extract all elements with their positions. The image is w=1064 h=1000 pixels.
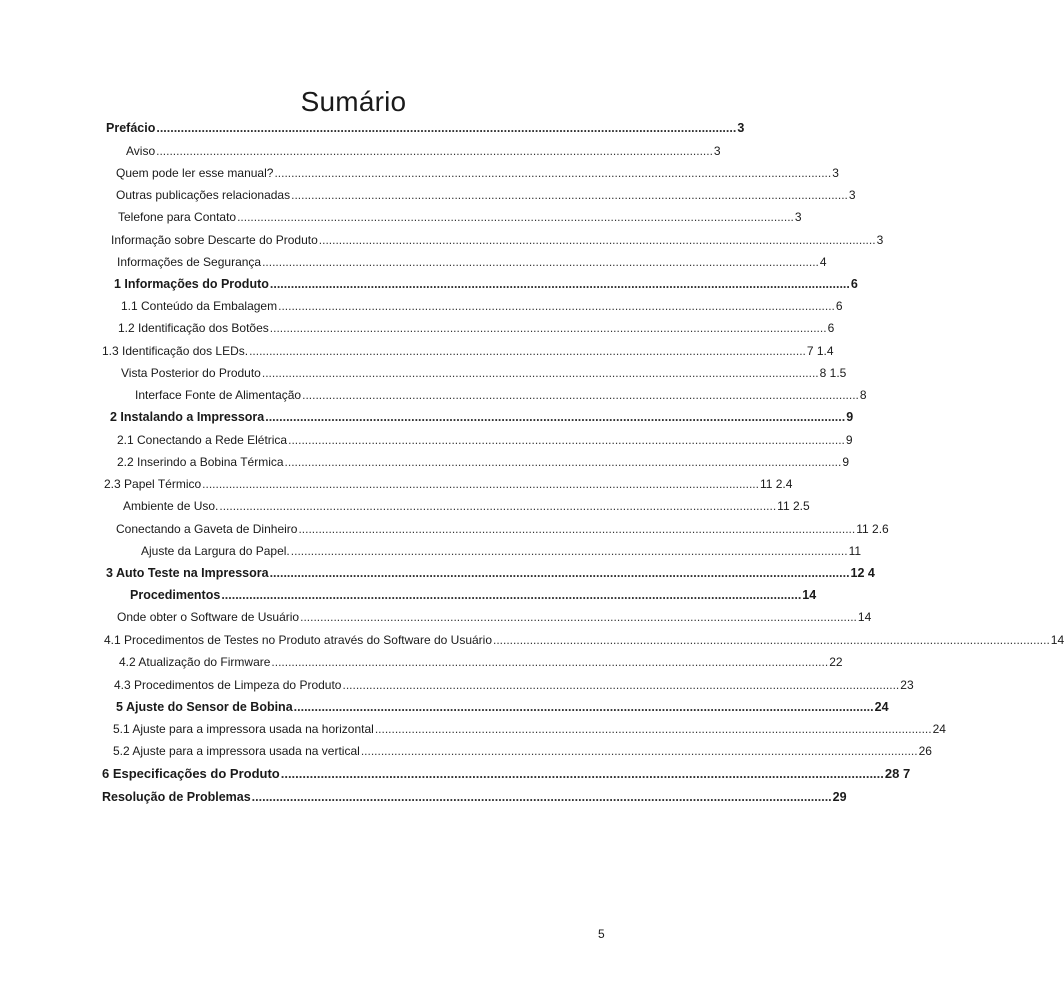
toc-entry[interactable] bbox=[116, 186, 856, 204]
toc-leader: ....................................................................................................................................................................... bbox=[265, 410, 846, 424]
toc-entry-page: 8 bbox=[859, 388, 867, 402]
toc-leader: ....................................................................................................................................................................... bbox=[269, 277, 850, 291]
toc-entry-page: 4 bbox=[819, 255, 827, 269]
toc-leader: ....................................................................................................................................................................... bbox=[249, 344, 806, 358]
toc-entry-page: 3 bbox=[737, 121, 745, 135]
toc-entry[interactable] bbox=[102, 765, 911, 783]
toc-entry-label: 1.3 Identificação dos LEDs. bbox=[102, 344, 249, 358]
toc-leader: ....................................................................................................................................................................... bbox=[269, 566, 850, 580]
toc-entry-page: 7 1.4 bbox=[806, 344, 834, 358]
toc-entry-page: 22 bbox=[829, 655, 843, 669]
toc-leader: ....................................................................................................................................................................... bbox=[251, 790, 832, 804]
toc-entry-label: Conectando a Gaveta de Dinheiro bbox=[116, 522, 298, 536]
toc-entry-label: 1.2 Identificação dos Botões bbox=[118, 321, 269, 335]
toc-leader: ....................................................................................................................................................................... bbox=[291, 188, 848, 202]
toc-leader: ....................................................................................................................................................................... bbox=[262, 255, 819, 269]
toc-leader: ....................................................................................................................................................................... bbox=[278, 299, 835, 313]
toc-entry[interactable] bbox=[121, 364, 847, 382]
toc-entry-page: 12 4 bbox=[850, 566, 875, 580]
toc-entry-page: 3 bbox=[848, 188, 856, 202]
toc-entry-label: Ambiente de Uso. bbox=[123, 499, 219, 513]
toc-entry[interactable] bbox=[118, 319, 835, 337]
toc-leader: ....................................................................................................................................................................... bbox=[374, 722, 932, 736]
toc-entry[interactable] bbox=[111, 231, 884, 249]
toc-leader: ....................................................................................................................................................................... bbox=[219, 499, 777, 513]
toc-leader: ....................................................................................................................................................................... bbox=[293, 700, 874, 714]
toc-entry-page: 11 2.5 bbox=[777, 499, 810, 513]
toc-entry[interactable] bbox=[117, 253, 827, 271]
toc-entry-label: Informações de Segurança bbox=[117, 255, 262, 269]
toc-entry[interactable] bbox=[102, 788, 847, 806]
toc-entry-label: 2.1 Conectando a Rede Elétrica bbox=[117, 433, 288, 447]
toc-entry[interactable] bbox=[113, 742, 932, 760]
toc-entry[interactable] bbox=[126, 142, 721, 160]
toc-leader: ....................................................................................................................................................................... bbox=[202, 477, 759, 491]
toc-entry-page: 11 bbox=[848, 544, 862, 558]
toc-leader: ....................................................................................................................................................................... bbox=[300, 610, 857, 624]
toc-entry-label: 1.1 Conteúdo da Embalagem bbox=[121, 299, 278, 313]
toc-entry-label: 4.3 Procedimentos de Limpeza do Produto bbox=[114, 678, 342, 692]
toc-entry[interactable] bbox=[135, 386, 867, 404]
toc-entry[interactable] bbox=[104, 631, 1064, 649]
toc-leader: ....................................................................................................................................................................... bbox=[274, 166, 832, 180]
toc-entry[interactable] bbox=[121, 297, 843, 315]
toc-entry[interactable] bbox=[123, 497, 810, 515]
toc-entry[interactable] bbox=[130, 586, 817, 604]
toc-entry[interactable] bbox=[110, 408, 854, 426]
toc-entry-label: Telefone para Contato bbox=[118, 210, 237, 224]
toc-entry-page: 3 bbox=[713, 144, 721, 158]
toc-entry-label: 3 Auto Teste na Impressora bbox=[106, 566, 269, 580]
toc-entry-label: Procedimentos bbox=[130, 588, 221, 602]
toc-leader: ....................................................................................................................................................................... bbox=[290, 544, 848, 558]
toc-entry-label: 2 Instalando a Impressora bbox=[110, 410, 265, 424]
toc-entry-page: 3 bbox=[832, 166, 839, 180]
toc-entry[interactable] bbox=[114, 275, 858, 293]
toc-entry-label: Aviso bbox=[126, 144, 156, 158]
toc-entry-label: Quem pode ler esse manual? bbox=[116, 166, 274, 180]
toc-entry[interactable] bbox=[116, 520, 889, 538]
toc-entry-page: 9 bbox=[842, 455, 850, 469]
toc-entry[interactable] bbox=[104, 475, 793, 493]
toc-entry[interactable] bbox=[119, 653, 843, 671]
toc-leader: ....................................................................................................................................................................... bbox=[221, 588, 802, 602]
toc-leader: ....................................................................................................................................................................... bbox=[288, 433, 845, 447]
toc-entry-page: 8 1.5 bbox=[819, 366, 847, 380]
toc-entry-label: Outras publicações relacionadas bbox=[116, 188, 291, 202]
toc-entry-page: 14 bbox=[1050, 633, 1064, 647]
toc-entry-label: 5.2 Ajuste para a impressora usada na vertical bbox=[113, 744, 360, 758]
toc-entry-label: Resolução de Problemas bbox=[102, 790, 251, 804]
toc-entry-label: Onde obter o Software de Usuário bbox=[117, 610, 300, 624]
toc-leader: ....................................................................................................................................................................... bbox=[271, 655, 829, 669]
toc-entry-label: Informação sobre Descarte do Produto bbox=[111, 233, 318, 247]
toc-leader: ....................................................................................................................................................................... bbox=[280, 766, 884, 781]
toc-entry[interactable] bbox=[141, 542, 862, 560]
toc-entry-page: 9 bbox=[846, 410, 854, 424]
toc-entry-page: 3 bbox=[876, 233, 884, 247]
toc-leader: ....................................................................................................................................................................... bbox=[318, 233, 876, 247]
toc-entry-label: Interface Fonte de Alimentação bbox=[135, 388, 302, 402]
toc-leader: ....................................................................................................................................................................... bbox=[237, 210, 794, 224]
toc-entry[interactable] bbox=[116, 698, 889, 716]
toc-entry[interactable] bbox=[116, 164, 839, 182]
toc-entry[interactable] bbox=[117, 608, 872, 626]
toc-entry-page: 24 bbox=[874, 700, 889, 714]
toc-entry-label: Vista Posterior do Produto bbox=[121, 366, 261, 380]
toc-entry-label: 6 Especificações do Produto bbox=[102, 766, 280, 781]
toc-leader: ....................................................................................................................................................................... bbox=[493, 633, 1050, 647]
toc-entry-label: Prefácio bbox=[106, 121, 156, 135]
toc-entry-page: 29 bbox=[832, 790, 847, 804]
toc-leader: ....................................................................................................................................................................... bbox=[269, 321, 827, 335]
toc-leader: ....................................................................................................................................................................... bbox=[156, 144, 713, 158]
toc-entry-label: 5.1 Ajuste para a impressora usada na horizontal bbox=[113, 722, 374, 736]
toc-leader: ....................................................................................................................................................................... bbox=[156, 121, 737, 135]
toc-entry[interactable] bbox=[106, 564, 875, 582]
toc-entry-page: 11 2.6 bbox=[856, 522, 889, 536]
toc-entry-page: 3 bbox=[794, 210, 802, 224]
toc-entry-page: 6 bbox=[850, 277, 858, 291]
toc-entry-page: 26 bbox=[918, 744, 932, 758]
toc-entry-page: 11 2.4 bbox=[759, 477, 793, 491]
toc-leader: ....................................................................................................................................................................... bbox=[284, 455, 842, 469]
toc-leader: ....................................................................................................................................................................... bbox=[360, 744, 918, 758]
toc-entry-label: 4.2 Atualização do Firmware bbox=[119, 655, 271, 669]
toc-entry-label: 2.3 Papel Térmico bbox=[104, 477, 202, 491]
toc-entry-label: 5 Ajuste do Sensor de Bobina bbox=[116, 700, 293, 714]
toc-leader: ....................................................................................................................................................................... bbox=[342, 678, 900, 692]
toc-entry-page: 6 bbox=[827, 321, 835, 335]
page-title: Sumário bbox=[300, 86, 407, 117]
toc-entry[interactable] bbox=[117, 431, 853, 449]
toc-entry-page: 23 bbox=[900, 678, 914, 692]
toc-entry-page: 6 bbox=[835, 299, 843, 313]
toc-entry[interactable] bbox=[113, 720, 946, 738]
toc-leader: ....................................................................................................................................................................... bbox=[261, 366, 819, 380]
toc-entry[interactable] bbox=[102, 342, 834, 360]
toc-entry-label: Ajuste da Largura do Papel. bbox=[141, 544, 290, 558]
toc-leader: ....................................................................................................................................................................... bbox=[302, 388, 859, 402]
toc-entry[interactable] bbox=[106, 119, 745, 137]
toc-leader: ....................................................................................................................................................................... bbox=[298, 522, 856, 536]
toc-entry-page: 24 bbox=[932, 722, 946, 736]
toc-entry-page: 14 bbox=[802, 588, 817, 602]
toc-entry[interactable] bbox=[114, 676, 914, 694]
toc-entry[interactable] bbox=[117, 453, 850, 471]
toc-entry-label: 1 Informações do Produto bbox=[114, 277, 269, 291]
toc-entry[interactable] bbox=[118, 208, 802, 226]
page-number: 5 bbox=[598, 927, 605, 941]
toc-entry-page: 28 7 bbox=[884, 766, 911, 781]
toc-entry-label: 4.1 Procedimentos de Testes no Produto através do Software do Usuário bbox=[104, 633, 493, 647]
toc-entry-page: 9 bbox=[845, 433, 853, 447]
toc-entry-label: 2.2 Inserindo a Bobina Térmica bbox=[117, 455, 284, 469]
toc-entry-page: 14 bbox=[857, 610, 872, 624]
